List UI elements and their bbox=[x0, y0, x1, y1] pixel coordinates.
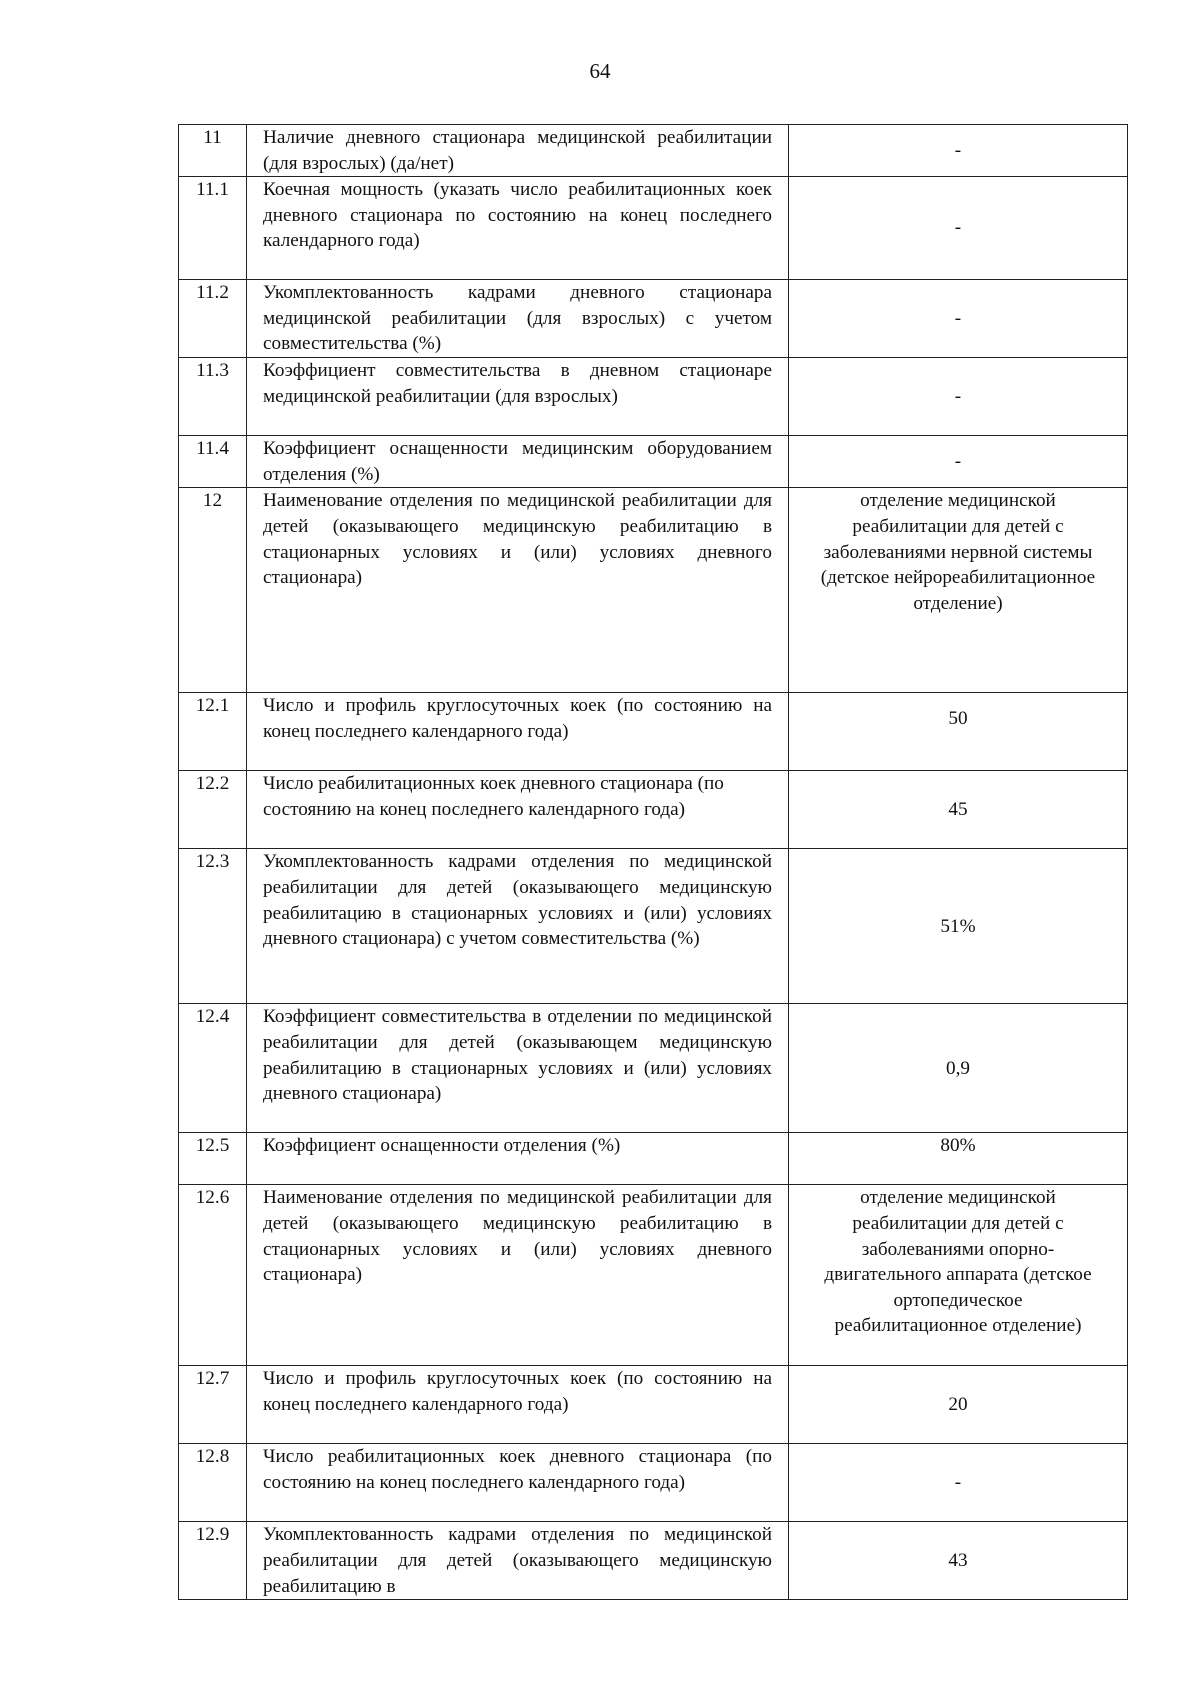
row-description: Укомплектованность кадрами дневного стационара медицинской реабилитации (для взрослых) с учетом совместительства (%) bbox=[247, 280, 789, 358]
table-row bbox=[179, 1133, 1128, 1185]
row-number: 12 bbox=[179, 488, 247, 693]
table-row bbox=[179, 177, 1128, 280]
row-value: 20 bbox=[789, 1366, 1128, 1444]
table-row bbox=[179, 1185, 1128, 1366]
row-value: отделение медицинской реабилитации для детей с заболеваниями опорно-двигательного аппарата (детское ортопедическое реабилитационное отделение) bbox=[789, 1185, 1128, 1366]
page-number: 64 bbox=[589, 59, 611, 83]
row-description: Число реабилитационных коек дневного стационара (по состоянию на конец последнего календарного года) bbox=[247, 771, 789, 849]
table-row bbox=[179, 693, 1128, 771]
row-value: 80% bbox=[789, 1133, 1128, 1185]
row-description: Коечная мощность (указать число реабилитационных коек дневного стационара по состоянию на конец последнего календарного года) bbox=[247, 177, 789, 280]
row-value: 50 bbox=[789, 693, 1128, 771]
table-row bbox=[179, 1522, 1128, 1600]
table-row bbox=[179, 358, 1128, 436]
table-row bbox=[179, 849, 1128, 1004]
row-description: Число и профиль круглосуточных коек (по состоянию на конец последнего календарного года) bbox=[247, 693, 789, 771]
row-number: 12.1 bbox=[179, 693, 247, 771]
row-value: - bbox=[789, 177, 1128, 280]
row-number: 12.9 bbox=[179, 1522, 247, 1600]
row-number: 12.3 bbox=[179, 849, 247, 1004]
row-description: Укомплектованность кадрами отделения по медицинской реабилитации для детей (оказывающего медицинскую реабилитацию в стационарных условиях и (или) условиях дневного стационара) с учетом совместительства (%) bbox=[247, 849, 789, 1004]
row-value: - bbox=[789, 1444, 1128, 1522]
row-number: 11.2 bbox=[179, 280, 247, 358]
row-value: 43 bbox=[789, 1522, 1128, 1600]
row-description: Коэффициент совместительства в отделении по медицинской реабилитации для детей (оказывающем медицинскую реабилитацию в стационарных условиях и (или) условиях дневного стационара) bbox=[247, 1004, 789, 1133]
row-value: 0,9 bbox=[789, 1004, 1128, 1133]
table-row bbox=[179, 1004, 1128, 1133]
row-number: 11.3 bbox=[179, 358, 247, 436]
table-row bbox=[179, 1366, 1128, 1444]
row-number: 11.4 bbox=[179, 436, 247, 488]
table-row bbox=[179, 771, 1128, 849]
row-description: Наименование отделения по медицинской реабилитации для детей (оказывающего медицинскую реабилитацию в стационарных условиях и (или) условиях дневного стационара) bbox=[247, 488, 789, 693]
row-number: 12.8 bbox=[179, 1444, 247, 1522]
row-number: 12.4 bbox=[179, 1004, 247, 1133]
row-value: - bbox=[789, 436, 1128, 488]
row-value: - bbox=[789, 125, 1128, 177]
row-description: Наименование отделения по медицинской реабилитации для детей (оказывающего медицинскую реабилитацию в стационарных условиях и (или) условиях дневного стационара) bbox=[247, 1185, 789, 1366]
row-number: 12.2 bbox=[179, 771, 247, 849]
row-description: Коэффициент оснащенности медицинским оборудованием отделения (%) bbox=[247, 436, 789, 488]
row-number: 12.7 bbox=[179, 1366, 247, 1444]
row-description: Коэффициент оснащенности отделения (%) bbox=[247, 1133, 789, 1185]
table-row bbox=[179, 125, 1128, 177]
row-description: Коэффициент совместительства в дневном стационаре медицинской реабилитации (для взрослых) bbox=[247, 358, 789, 436]
row-description: Наличие дневного стационара медицинской реабилитации (для взрослых) (да/нет) bbox=[247, 125, 789, 177]
row-value: 45 bbox=[789, 771, 1128, 849]
row-value: отделение медицинской реабилитации для детей с заболеваниями нервной системы (детское нейрореабилитационное отделение) bbox=[789, 488, 1128, 693]
row-number: 12.5 bbox=[179, 1133, 247, 1185]
row-number: 11.1 bbox=[179, 177, 247, 280]
row-value: 51% bbox=[789, 849, 1128, 1004]
table-row bbox=[179, 436, 1128, 488]
indicators-table bbox=[178, 124, 1128, 1600]
row-number: 11 bbox=[179, 125, 247, 177]
row-description: Число и профиль круглосуточных коек (по состоянию на конец последнего календарного года) bbox=[247, 1366, 789, 1444]
table-row bbox=[179, 488, 1128, 693]
table-row bbox=[179, 1444, 1128, 1522]
row-description: Число реабилитационных коек дневного стационара (по состоянию на конец последнего календарного года) bbox=[247, 1444, 789, 1522]
row-value: - bbox=[789, 280, 1128, 358]
row-number: 12.6 bbox=[179, 1185, 247, 1366]
row-description: Укомплектованность кадрами отделения по медицинской реабилитации для детей (оказывающего медицинскую реабилитацию в bbox=[247, 1522, 789, 1600]
row-value: - bbox=[789, 358, 1128, 436]
table-row bbox=[179, 280, 1128, 358]
